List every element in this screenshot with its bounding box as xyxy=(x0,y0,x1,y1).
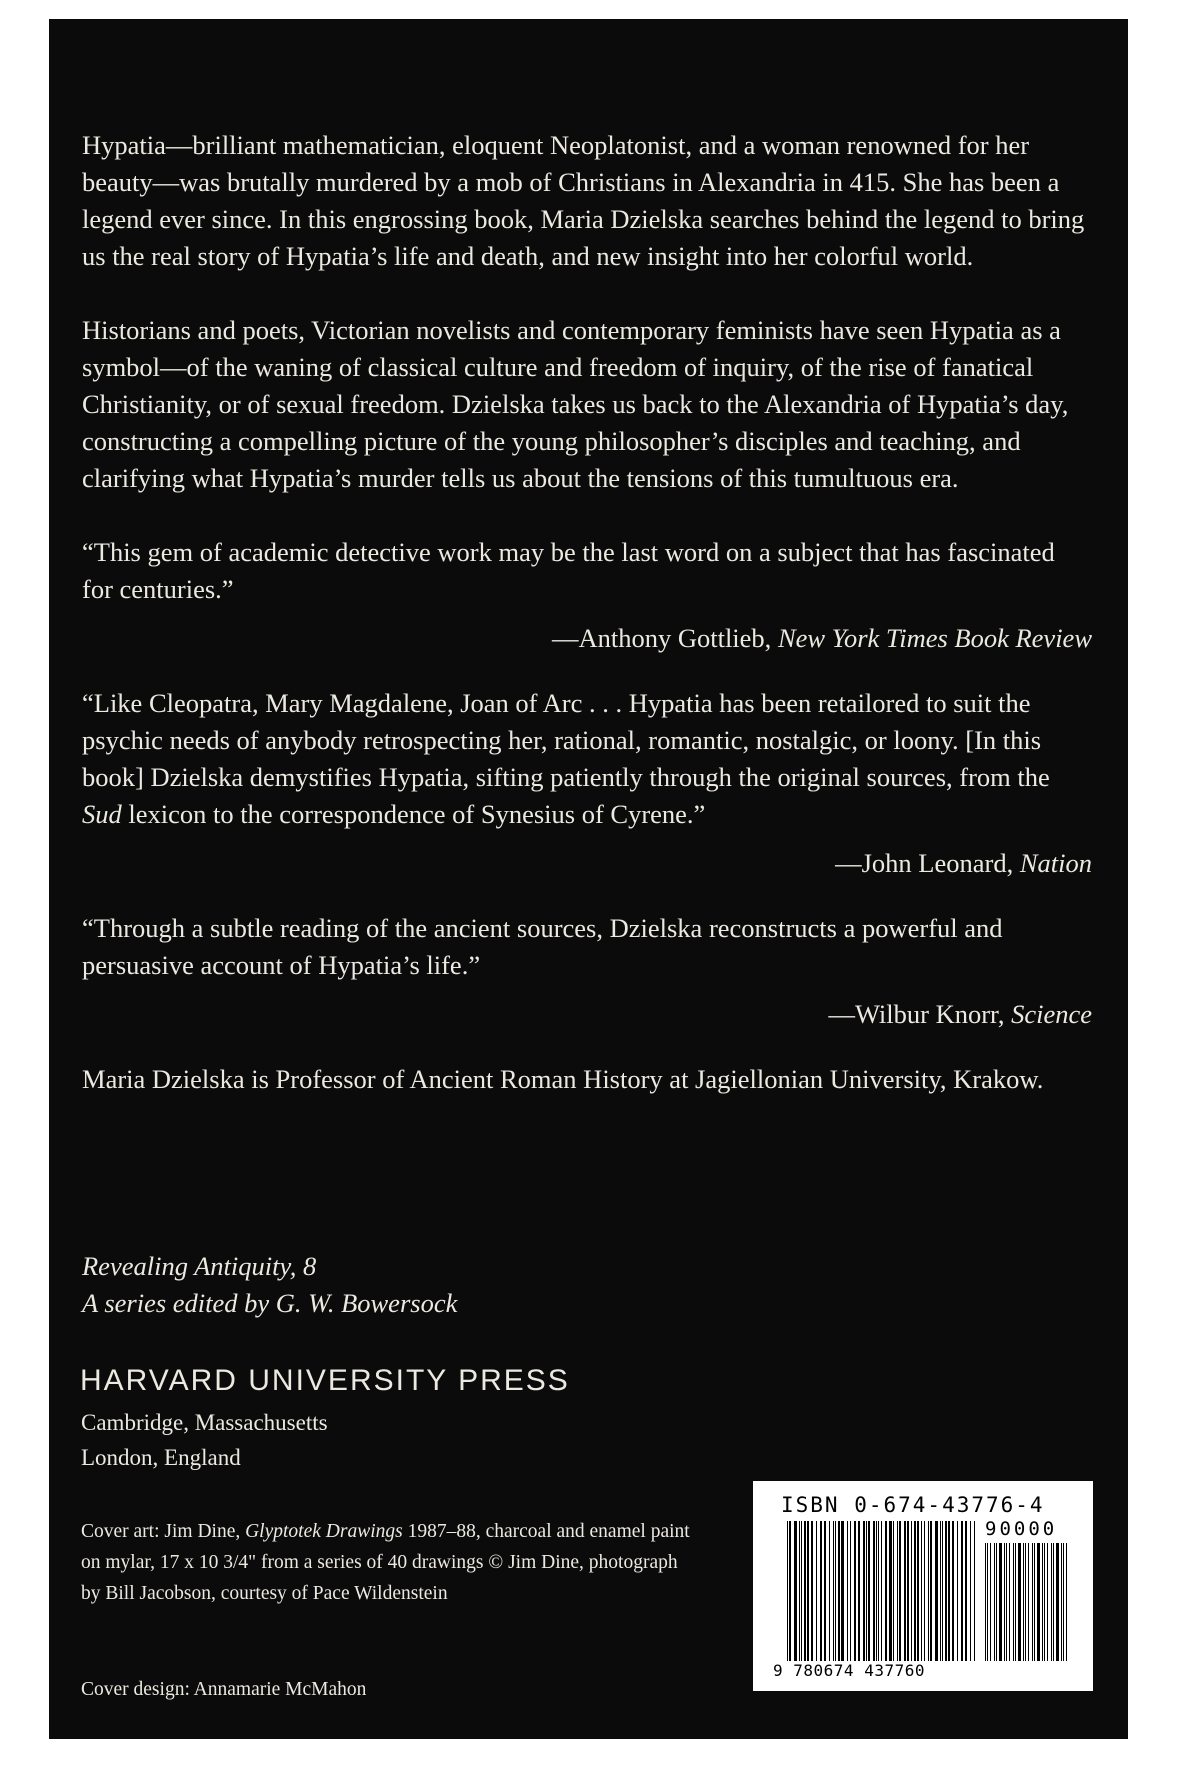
barcode-bar xyxy=(1051,1543,1052,1661)
cover-design-credit: Cover design: Annamarie McMahon xyxy=(81,1679,367,1700)
barcode-bar xyxy=(917,1521,919,1661)
blurb-text xyxy=(82,127,1092,1098)
barcode-bar xyxy=(994,1543,995,1661)
barcode-bar xyxy=(868,1521,870,1661)
barcode-bar xyxy=(829,1521,830,1661)
barcode-bar xyxy=(873,1521,875,1661)
review-quote-2-italic: Sud xyxy=(82,799,122,829)
credit-work-title: Glyptotek Drawings xyxy=(245,1521,403,1542)
series-editor: A series edited by G. W. Bowersock xyxy=(82,1288,458,1318)
barcode-bar xyxy=(1044,1543,1045,1661)
review-quote-1: “This gem of academic detective work may be the last word on a subject that has fascinated for centuries.” xyxy=(82,537,1055,604)
barcode-bar xyxy=(1023,1543,1024,1661)
barcode-bar xyxy=(847,1521,848,1661)
barcode-bar xyxy=(1037,1543,1040,1661)
barcode-bar xyxy=(999,1543,1002,1661)
barcode-bar xyxy=(911,1521,912,1661)
barcode-bar xyxy=(863,1521,865,1661)
barcode-bar xyxy=(881,1521,882,1661)
barcode-bar xyxy=(904,1521,906,1661)
barcode-bar xyxy=(1053,1543,1054,1661)
barcode-bar xyxy=(1032,1543,1033,1661)
addon-barcode-bars xyxy=(985,1543,1071,1661)
barcode-bar xyxy=(833,1521,834,1661)
barcode-bar xyxy=(940,1521,941,1661)
barcode-bar xyxy=(866,1521,867,1661)
barcode-bar xyxy=(1013,1543,1014,1661)
publisher-city-1: Cambridge, Massachusetts xyxy=(81,1410,328,1435)
barcode-bar xyxy=(970,1521,971,1661)
review-quote-2 xyxy=(82,685,1092,833)
barcode-bar xyxy=(854,1521,856,1661)
barcode-bar xyxy=(858,1521,860,1661)
barcode-bar xyxy=(996,1543,997,1661)
barcode-bar xyxy=(1042,1543,1043,1661)
barcode-bar xyxy=(885,1521,887,1661)
barcode-bar xyxy=(838,1521,840,1661)
barcode-bar xyxy=(1063,1543,1064,1661)
review-source-2: Nation xyxy=(1019,848,1092,878)
barcode-bar xyxy=(850,1521,851,1661)
barcode-bar xyxy=(985,1543,986,1661)
barcode-bar xyxy=(930,1521,932,1661)
review-source-3: Science xyxy=(1011,999,1092,1029)
credit-prefix: Cover art: Jim Dine, xyxy=(81,1521,246,1542)
isbn-barcode xyxy=(753,1481,1093,1691)
author-bio: Maria Dzielska is Professor of Ancient Roman History at Jagiellonian University, Krakow. xyxy=(82,1064,1044,1094)
barcode-bar xyxy=(820,1521,822,1661)
ean-number: 9 780674 437760 xyxy=(773,1661,925,1680)
barcode-bar xyxy=(974,1521,975,1661)
ean-barcode-bars xyxy=(787,1521,977,1661)
barcode-bar xyxy=(897,1521,898,1661)
isbn-number: ISBN 0-674-43776-4 xyxy=(781,1493,1045,1517)
barcode-bar xyxy=(799,1521,800,1661)
barcode-bar xyxy=(789,1521,791,1661)
review-attribution-3 xyxy=(82,996,1092,1033)
review-attribution-1 xyxy=(82,620,1092,657)
barcode-bar xyxy=(1056,1543,1059,1661)
review-author-1: —Anthony Gottlieb, xyxy=(551,623,778,653)
barcode-bar xyxy=(1034,1543,1035,1661)
price-code: 90000 xyxy=(985,1518,1058,1540)
review-quote-3: “Through a subtle reading of the ancient sources, Dzielska reconstructs a powerful and persuasive account of Hypatia’s life.” xyxy=(82,913,1003,980)
barcode-bar xyxy=(878,1521,879,1661)
barcode-bar xyxy=(952,1521,954,1661)
barcode-bar xyxy=(835,1521,836,1661)
review-author-2: —John Leonard, xyxy=(835,848,1020,878)
review-author-3: —Wilbur Knorr, xyxy=(828,999,1012,1029)
barcode-bar xyxy=(889,1521,892,1661)
review-source-1: New York Times Book Review xyxy=(777,623,1092,653)
barcode-bar xyxy=(1061,1543,1062,1661)
barcode-bar xyxy=(841,1521,844,1661)
barcode-bar xyxy=(990,1543,991,1661)
series-title: Revealing Antiquity, 8 xyxy=(82,1251,317,1281)
barcode-bar xyxy=(1025,1543,1026,1661)
barcode-bar xyxy=(928,1521,929,1661)
barcode-bar xyxy=(807,1521,809,1661)
review-attribution-2 xyxy=(82,845,1092,882)
barcode-bar xyxy=(787,1521,788,1661)
publisher-city-2: London, England xyxy=(81,1445,241,1470)
description-paragraph-2: Historians and poets, Victorian novelists and contemporary feminists have seen Hypatia as a symbol—of the waning of classical culture and freedom of inquiry, of the rise of fanatical Christianity, or of sexual freedom. Dzielska takes us back to the Alexandria of Hypatia’s day, constructing a compelling picture of the young philosopher’s disciples and teaching, and clarifying what Hypatia’s murder tells us about the tensions of this tumultuous era. xyxy=(82,315,1069,493)
barcode-bar xyxy=(893,1521,894,1661)
series-info xyxy=(82,1248,457,1322)
barcode-bar xyxy=(811,1521,813,1661)
description-paragraph-1: Hypatia—brilliant mathematician, eloquent Neoplatonist, and a woman renowned for her beauty—was brutally murdered by a mob of Christians in Alexandria in 415. She has been a legend ever since. In this engrossing book, Maria Dzielska searches behind the legend to bring us the real story of Hypatia’s life and death, and new insight into her colorful world. xyxy=(82,130,1085,271)
review-quote-2-part-1: “Like Cleopatra, Mary Magdalene, Joan of Arc . . . Hypatia has been retailored to suit the psychic needs of anybody retrospecting her, rational, romantic, nostalgic, or loony. [In this book] Dzielska demystifies Hypatia, sifting patiently through the original sources, from the xyxy=(82,688,1050,792)
barcode-bar xyxy=(924,1521,925,1661)
barcode-bar xyxy=(957,1521,958,1661)
barcode-bar xyxy=(1028,1543,1029,1661)
back-cover xyxy=(49,19,1128,1739)
cover-art-credit xyxy=(81,1516,701,1609)
barcode-bar xyxy=(816,1521,817,1661)
barcode-bar xyxy=(945,1521,947,1661)
barcode-bar xyxy=(948,1521,950,1661)
barcode-bar xyxy=(965,1521,967,1661)
barcode-bar xyxy=(1009,1543,1010,1661)
barcode-bar xyxy=(914,1521,916,1661)
barcode-bar xyxy=(1047,1543,1048,1661)
barcode-bar xyxy=(961,1521,963,1661)
barcode-bar xyxy=(801,1521,802,1661)
barcode-bar xyxy=(899,1521,901,1661)
barcode-bar xyxy=(987,1543,988,1661)
barcode-bar xyxy=(921,1521,922,1661)
barcode-bar xyxy=(907,1521,909,1661)
barcode-bar xyxy=(1066,1543,1067,1661)
barcode-bar xyxy=(1006,1543,1007,1661)
barcode-bar xyxy=(804,1521,806,1661)
barcode-bar xyxy=(876,1521,877,1661)
barcode-bar xyxy=(1018,1543,1021,1661)
barcode-bar xyxy=(942,1521,943,1661)
review-quote-2-part-2: lexicon to the correspondence of Synesius of Cyrene.” xyxy=(121,799,706,829)
barcode-bar xyxy=(935,1521,938,1661)
publisher-cities xyxy=(81,1405,328,1475)
credit-details: 1987–88, charcoal and enamel paint on mylar, 17 x 10 3/4" from a series of 40 drawings © Jim Dine, photograph by Bill Jacobson, courtesy of Pace Wildenstein xyxy=(81,1521,690,1604)
barcode-bar xyxy=(1015,1543,1016,1661)
barcode-bar xyxy=(794,1521,797,1661)
publisher-name: HARVARD UNIVERSITY PRESS xyxy=(80,1364,570,1397)
barcode-bar xyxy=(824,1521,826,1661)
barcode-bar xyxy=(1004,1543,1005,1661)
